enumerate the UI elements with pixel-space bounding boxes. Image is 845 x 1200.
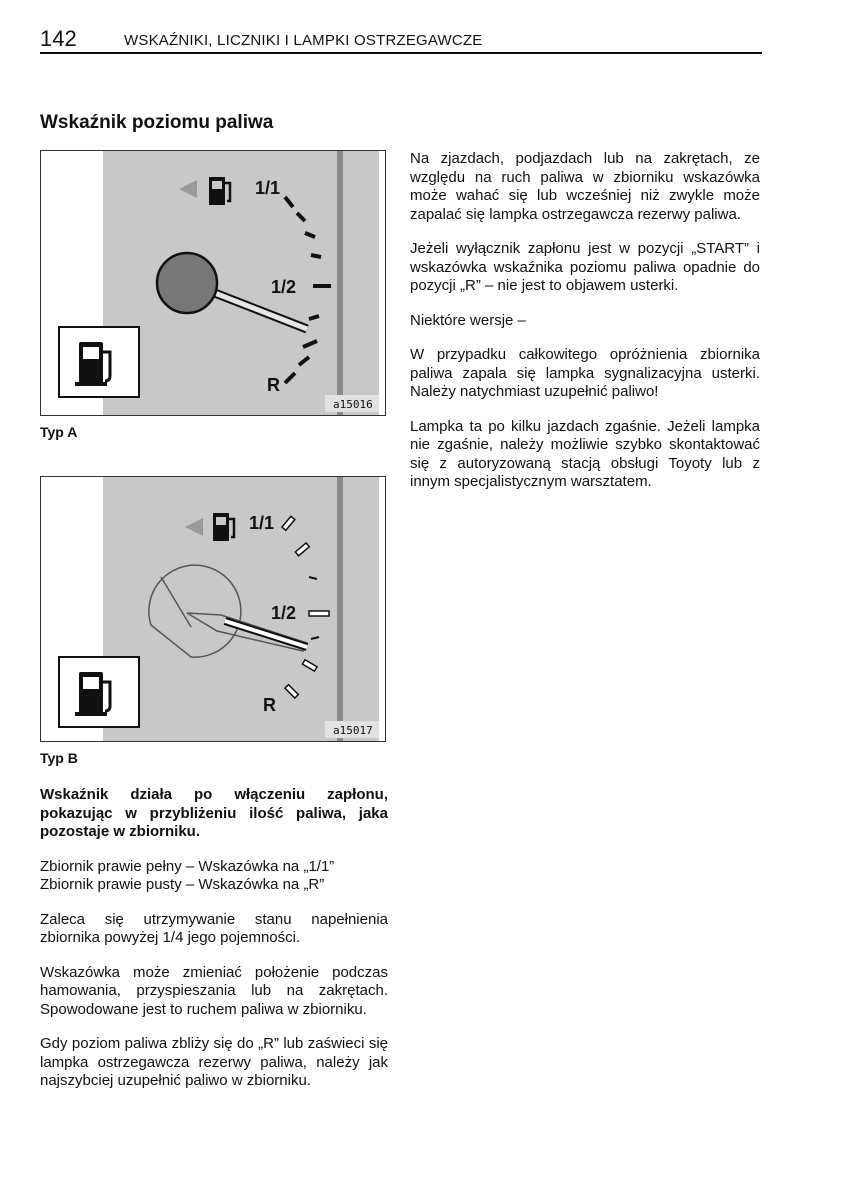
- figure-caption: Typ A: [40, 424, 78, 440]
- section-title: Wskaźnik poziomu paliwa: [40, 112, 274, 133]
- paragraph-movement: Wskazówka może zmieniać położenie podczas hamowania, przyspieszania lub na zakrętach. Spowodowane jest to ruchem paliwa w zbiorniku.: [40, 963, 388, 1018]
- page-number: 142: [40, 26, 77, 51]
- intro-paragraph: Wskaźnik działa po włączeniu zapłonu, pokazując w przybliżeniu ilość paliwa, jaka pozostaje w zbiorniku.: [40, 786, 388, 840]
- figure-code: a15016: [333, 398, 373, 411]
- paragraph-empty-tank: W przypadku całkowitego opróżnienia zbiornika paliwa zapala się lampka sygnalizacyjna usterki. Należy natychmiast uzupełnić paliwo!: [410, 346, 760, 400]
- left-column: [40, 786, 388, 1107]
- figure-caption: Typ B: [40, 750, 78, 766]
- figure-code: a15017: [333, 724, 373, 737]
- label-full: 1/1: [249, 513, 275, 533]
- line-full: Zbiornik prawie pełny – Wskazówka na „1/1”: [40, 857, 335, 875]
- right-column: [410, 150, 760, 508]
- line-empty: Zbiornik prawie pusty – Wskazówka na „R”: [40, 876, 325, 893]
- label-half: 1/2: [271, 603, 297, 623]
- label-reserve: R: [263, 695, 276, 715]
- paragraph-lamp-off: Lampka ta po kilku jazdach zgaśnie. Jeżeli lampka nie zgaśnie, należy możliwie szybko skontaktować się z autoryzowaną stacją obsługi Toyoty lub z innym specjalistycznym warsztatem.: [410, 417, 760, 490]
- page-header: [40, 26, 762, 54]
- figure-type-b: [40, 476, 386, 742]
- label-half: 1/2: [271, 277, 297, 297]
- paragraph-slopes: Na zjazdach, podjazdach lub na zakrętach, ze względu na ruch paliwa w zbiorniku wskazówka może wahać się lub wcześniej niż zwykle może zapalać się lampka ostrzegawcza rezerwy paliwa.: [410, 150, 760, 223]
- paragraph-start: Jeżeli wyłącznik zapłonu jest w pozycji „START” i wskazówka wskaźnika poziomu paliwa opadnie do pozycji „R” – nie jest to objawem usterki.: [410, 240, 760, 294]
- paragraph-quarter: Zaleca się utrzymywanie stanu napełnienia zbiornika powyżej 1/4 jego pojemności.: [40, 910, 388, 946]
- paragraph-some-versions: Niektóre wersje –: [410, 311, 526, 329]
- paragraph-reserve: Gdy poziom paliwa zbliży się do „R” lub zaświeci się lampka ostrzegawcza rezerwy paliwa, należy jak najszybciej uzupełnić paliwo w zbiorniku.: [40, 1035, 388, 1089]
- label-reserve: R: [267, 375, 280, 395]
- gauge-hub: [157, 253, 217, 313]
- running-title: WSKAŹNIKI, LICZNIKI I LAMPKI OSTRZEGAWCZE: [124, 32, 483, 49]
- label-full: 1/1: [255, 178, 281, 198]
- figure-type-a: [40, 150, 386, 416]
